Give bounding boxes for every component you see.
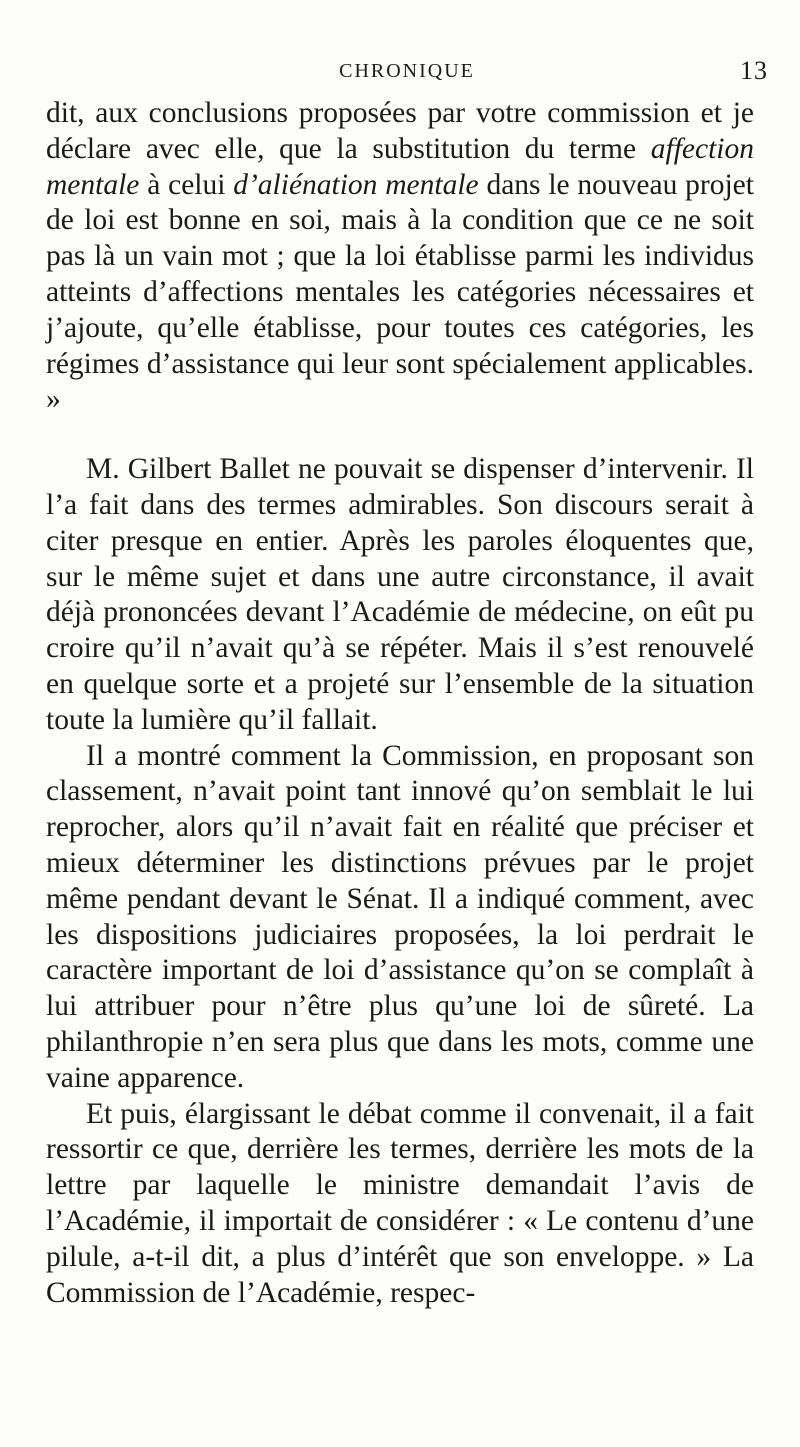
paragraph-4: Et puis, élargissant le débat comme il convenait, il a fait ressortir ce que, derrière les termes, derrière les mots de la lettre par laquelle le ministre demandait l’avis de l’Académie, il importait de considérer : « Le contenu d’une pilule, a-t-il dit, a plus d’intérêt que son enveloppe. » La Commission de l’Académie, respec-: [46, 1097, 754, 1309]
paragraph-1-text-b: à celui: [139, 168, 234, 201]
term-affection-mentale: affection mentale: [46, 132, 754, 201]
paragraph-2: M. Gilbert Ballet ne pouvait se dispenser d’intervenir. Il l’a fait dans des termes admirables. Son discours serait à citer presque en entier. Après les paroles éloquentes que, sur le même sujet et dans une autre circonstance, il avait déjà prononcées devant l’Académie de médecine, on eût pu croire qu’il n’avait qu’à se répéter. Mais il s’est renouvelé en quelque sorte et a projeté sur l’ensemble de la situation toute la lumière qu’il fallait.: [46, 453, 754, 736]
paragraph-1-text-c: dans le nouveau projet de loi est bonne en soi, mais à la condition que ce ne soit pas là un vain mot ; que la loi établisse parmi les individus atteints d’affections mentales les catégories nécessaires et j’ajoute, qu’elle établisse, pour toutes ces catégories, les régimes d’assistance qui leur sont spécialement applicables. »: [46, 168, 754, 416]
running-title: CHRONIQUE: [339, 60, 475, 82]
body-text: [46, 96, 754, 1311]
paragraph-1-text-a: dit, aux conclusions proposées par votre commission et je déclare avec elle, que la substitution du terme: [46, 97, 754, 165]
term-alienation-mentale: d’aliénation mentale: [233, 168, 479, 201]
running-head: [46, 56, 768, 86]
page-number: 13: [740, 56, 768, 85]
paragraph-3: Il a montré comment la Commission, en proposant son classement, n’avait point tant innové qu’on semblait le lui reprocher, alors qu’il n’avait fait en réalité que préciser et mieux déterminer les distinctions prévues par le projet même pendant devant le Sénat. Il a indiqué comment, avec les dispositions judiciaires proposées, la loi perdrait le caractère important de loi d’assistance qu’on se complaît à lui attribuer pour n’être plus qu’une loi de sûreté. La philanthropie n’en sera plus que dans les mots, comme une vaine apparence.: [46, 739, 754, 1094]
paragraph-1: [46, 96, 754, 418]
